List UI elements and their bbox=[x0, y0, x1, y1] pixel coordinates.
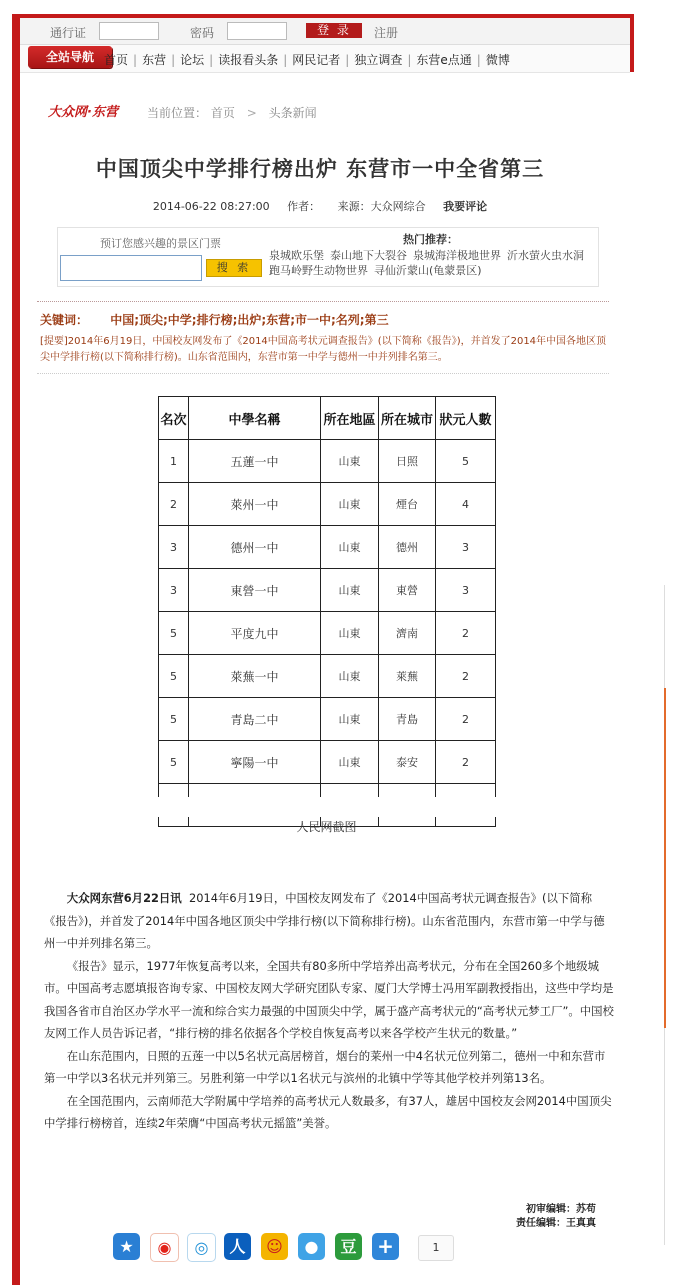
table-cell: 山東 bbox=[321, 569, 379, 612]
table-cell: 青島二中 bbox=[189, 698, 321, 741]
hot-link[interactable]: 跑马岭野生动物世界 bbox=[269, 264, 368, 277]
article-title: 中国顶尖中学排行榜出炉 东营市一中全省第三 bbox=[95, 157, 545, 181]
table-cell: 萊蕪一中 bbox=[189, 655, 321, 698]
image-caption: 人民网截图 bbox=[296, 820, 357, 834]
weibo-icon[interactable]: ◉ bbox=[150, 1233, 179, 1262]
table-cell: 4 bbox=[436, 483, 496, 526]
nav-item[interactable]: 论坛 bbox=[180, 53, 205, 67]
first-editor: 初审编辑：苏苟 bbox=[526, 1204, 596, 1215]
nav-item[interactable]: 东营e点通 bbox=[416, 53, 472, 67]
table-cell: 3 bbox=[436, 526, 496, 569]
table-cell: 平度九中 bbox=[189, 612, 321, 655]
publish-date: 2014-06-22 08:27:00 bbox=[152, 200, 270, 213]
renren-icon[interactable]: 人 bbox=[224, 1233, 251, 1260]
table-cell: 山東 bbox=[321, 612, 379, 655]
table-cell: 2 bbox=[436, 741, 496, 784]
nav-separator: | bbox=[171, 53, 176, 67]
chevron-right-icon: > bbox=[246, 106, 257, 120]
article-meta bbox=[40, 198, 600, 214]
table-cell: 濟南 bbox=[379, 612, 436, 655]
nav-separator: | bbox=[407, 53, 412, 67]
nav-item[interactable]: 首页 bbox=[104, 53, 129, 67]
main-nav bbox=[20, 45, 630, 73]
table-row bbox=[159, 569, 496, 612]
hot-link[interactable]: 泉城欧乐堡 bbox=[269, 249, 324, 262]
frame-left-border bbox=[12, 14, 20, 1285]
article-body bbox=[44, 887, 614, 1135]
table-header-cell: 中學名稱 bbox=[189, 397, 321, 440]
table-cell: 東營 bbox=[379, 569, 436, 612]
table-cell: 2 bbox=[436, 655, 496, 698]
table-row bbox=[159, 526, 496, 569]
more-share-icon[interactable]: + bbox=[372, 1233, 399, 1260]
table-cell: 煙台 bbox=[379, 483, 436, 526]
table-row bbox=[159, 483, 496, 526]
site-logo[interactable]: 大众网·东营 bbox=[48, 105, 118, 120]
table-cell: 德州 bbox=[379, 526, 436, 569]
table-cell: 五蓮一中 bbox=[189, 440, 321, 483]
hot-link[interactable]: 泉城海洋极地世界 bbox=[413, 249, 501, 262]
table-cell: 日照 bbox=[379, 440, 436, 483]
nav-separator: | bbox=[283, 53, 288, 67]
responsible-editor: 责任编辑：王真真 bbox=[516, 1218, 596, 1229]
paragraph-text: 2014年6月19日，中国校友网发布了《2014中国高考状元调查报告》(以下简称《报告》)，并首发了2014年中国各地区顶尖中学排行榜(以下简称排行榜)。山东省范围内，东营市第一中学与德州一中并列排名第三。 bbox=[44, 891, 605, 950]
register-link[interactable]: 注册 bbox=[374, 26, 399, 40]
table-header-cell: 所在地區 bbox=[321, 397, 379, 440]
nav-separator: | bbox=[476, 53, 481, 67]
table-cell: 山東 bbox=[321, 741, 379, 784]
table-row bbox=[159, 741, 496, 784]
site-nav-button[interactable]: 全站导航 bbox=[28, 46, 112, 68]
table-header-cell: 名次 bbox=[159, 397, 189, 440]
table-cell: 2 bbox=[436, 698, 496, 741]
article-paragraph: 《报告》显示，1977年恢复高考以来，全国共有80多所中学培养出高考状元，分布在全国260多个地级城市。中国高考志愿填报咨询专家、中国校友网大学研究团队专家、厦门大学博士冯用军副教授指出，这些中学均是我国各省市自治区办学水平一流和综合实力最强的中国顶尖中学，属于盛产高考状元的“高考状元梦工厂”。中国校友网工作人员告诉记者，“排行榜的排名依据各个学校自恢复高考以来各学校产生状元的数量。” bbox=[44, 958, 614, 1040]
table-cell: 萊蕪 bbox=[379, 655, 436, 698]
table-cell: 東營一中 bbox=[189, 569, 321, 612]
login-button[interactable]: 登 录 bbox=[306, 23, 362, 38]
author-label: 作者： bbox=[287, 200, 321, 213]
hot-link[interactable]: 寻仙沂蒙山(龟蒙景区) bbox=[374, 264, 482, 277]
table-cell: 山東 bbox=[321, 483, 379, 526]
article-source: 来源：大众网综合 bbox=[337, 200, 426, 213]
article-summary: [提要]2014年6月19日，中国校友网发布了《2014中国高考状元调查报告》(以下简称《报告》)，并首发了2014年中国各地区顶尖中学排行榜(以下简称排行榜)。山东省范围内，东营市第一中学与德州一中并列排名第三。 bbox=[40, 336, 607, 363]
nav-separator: | bbox=[345, 53, 350, 67]
keywords-row bbox=[40, 311, 610, 328]
table-cell: 3 bbox=[159, 569, 189, 612]
password-label: 密码 bbox=[190, 26, 215, 40]
keywords-list[interactable]: 中国;顶尖;中学;排行榜;出炉;东营;市一中;名列;第三 bbox=[110, 313, 389, 327]
divider bbox=[37, 373, 609, 374]
editor-credits bbox=[440, 1203, 596, 1231]
hot-link[interactable]: 泰山地下大裂谷 bbox=[330, 249, 407, 262]
nav-item[interactable]: 东营 bbox=[142, 53, 167, 67]
breadcrumb bbox=[147, 104, 317, 121]
frame-right-border bbox=[630, 14, 634, 72]
table-cell: 3 bbox=[436, 569, 496, 612]
nav-item[interactable]: 网民记者 bbox=[292, 53, 341, 67]
scrollbar-thumb[interactable] bbox=[664, 688, 666, 1028]
table-cell: 5 bbox=[159, 741, 189, 784]
ticket-search-input[interactable] bbox=[60, 255, 202, 281]
table-cell: 5 bbox=[159, 655, 189, 698]
table-cell: 泰安 bbox=[379, 741, 436, 784]
table-body bbox=[159, 440, 496, 827]
table-cell: 2 bbox=[436, 612, 496, 655]
table-row bbox=[159, 612, 496, 655]
table-cell: 山東 bbox=[321, 440, 379, 483]
article-lead: 大众网东营6月22日讯 bbox=[66, 891, 182, 905]
douban-icon[interactable]: 豆 bbox=[335, 1233, 362, 1260]
table-cell: 山東 bbox=[321, 655, 379, 698]
table-cell: 青島 bbox=[379, 698, 436, 741]
nav-separator: | bbox=[209, 53, 214, 67]
table-row bbox=[159, 698, 496, 741]
ranking-table-image bbox=[158, 396, 496, 827]
table-header-row bbox=[159, 397, 496, 440]
kaixin-icon[interactable]: ● bbox=[298, 1233, 325, 1260]
share-count: 1 bbox=[418, 1235, 454, 1261]
article-paragraph: 在全国范围内，云南师范大学附属中学培养的高考状元人数最多，有37人，雄居中国校友会网2014中国顶尖中学排行榜榜首，连续2年荣膺“中国高考状元摇篮”美誉。 bbox=[44, 1093, 612, 1130]
table-cell: 1 bbox=[159, 440, 189, 483]
login-bar bbox=[20, 18, 630, 45]
nav-separator: | bbox=[133, 53, 138, 67]
breadcrumb-section-link[interactable]: 头条新闻 bbox=[268, 106, 317, 120]
table-cell: 山東 bbox=[321, 526, 379, 569]
ticket-search-widget bbox=[57, 227, 599, 287]
divider bbox=[37, 301, 609, 302]
table-header-cell: 狀元人數 bbox=[436, 397, 496, 440]
hot-recommend-title: 热门推荐： bbox=[403, 233, 458, 246]
ticket-search-button[interactable]: 搜 索 bbox=[206, 259, 262, 277]
table-cell: 3 bbox=[159, 526, 189, 569]
breadcrumb-home-link[interactable]: 首页 bbox=[210, 106, 235, 120]
article-paragraph bbox=[44, 887, 614, 955]
table-cell: 2 bbox=[159, 483, 189, 526]
article-paragraph: 在山东范围内，日照的五莲一中以5名状元高居榜首，烟台的莱州一中4名状元位列第二，德州一中和东营市第一中学以3名状元并列第三。另胜利第一中学以1名状元与滨州的北镇中学等其他学校并列第13名。 bbox=[44, 1048, 606, 1085]
table-cell: 寧陽一中 bbox=[189, 741, 321, 784]
ticket-search-label: 预订您感兴趣的景区门票 bbox=[100, 237, 221, 250]
nav-items bbox=[104, 51, 510, 68]
table-cell: 5 bbox=[159, 612, 189, 655]
table-row bbox=[159, 655, 496, 698]
comment-link[interactable]: 我要评论 bbox=[443, 200, 488, 213]
table-cell: 德州一中 bbox=[189, 526, 321, 569]
hot-link[interactable]: 沂水萤火虫水洞 bbox=[507, 249, 584, 262]
password-input[interactable] bbox=[227, 22, 287, 40]
breadcrumb-label: 当前位置： bbox=[147, 106, 208, 120]
qzone-star-icon[interactable]: ★ bbox=[113, 1233, 140, 1260]
table-cell: 5 bbox=[436, 440, 496, 483]
passport-label: 通行证 bbox=[50, 26, 87, 40]
image-crop-edge bbox=[155, 797, 500, 817]
nav-item[interactable]: 独立调查 bbox=[354, 53, 403, 67]
keywords-label: 关键词： bbox=[40, 313, 89, 327]
pengyou-icon[interactable]: ☺ bbox=[261, 1233, 288, 1260]
passport-input[interactable] bbox=[99, 22, 159, 40]
table-cell: 萊州一中 bbox=[189, 483, 321, 526]
table-row bbox=[159, 440, 496, 483]
tencent-weibo-icon[interactable]: ◎ bbox=[187, 1233, 216, 1262]
table-header-cell: 所在城市 bbox=[379, 397, 436, 440]
nav-item[interactable]: 微博 bbox=[485, 53, 510, 67]
nav-item[interactable]: 读报看头条 bbox=[218, 53, 279, 67]
table-cell: 5 bbox=[159, 698, 189, 741]
hot-recommend-links bbox=[269, 248, 599, 278]
table-cell: 山東 bbox=[321, 698, 379, 741]
breadcrumb-bar bbox=[40, 100, 600, 122]
